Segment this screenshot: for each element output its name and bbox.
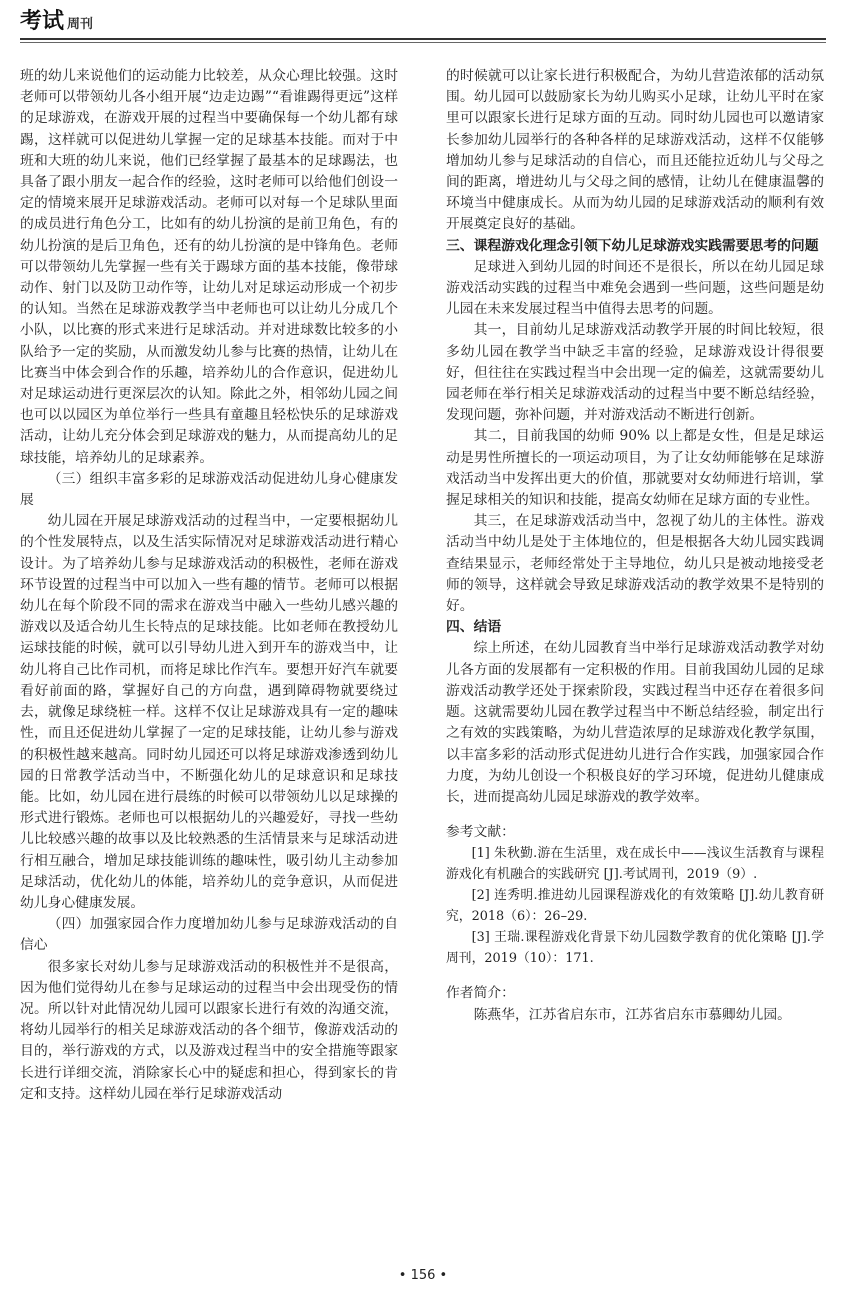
body-paragraph: 的时候就可以让家长进行积极配合，为幼儿营造浓郁的活动氛围。幼儿园可以鼓励家长为幼儿购买小足球，让幼儿平时在家里可以跟家长进行足球方面的互动。同时幼儿园也可以邀请家长参加幼儿园举行的各种各样的足球游戏活动，这样不仅能够增加幼儿参与足球活动的自信心，而且还能拉近幼儿与父母之间的距离，增进幼儿与父母之间的感情，让幼儿在健康温馨的环境当中健康成长。从而为幼儿园的足球游戏活动的顺利有效开展奠定良好的基础。 — [446, 68, 824, 233]
references-list — [446, 843, 824, 969]
body-paragraph: 综上所述，在幼儿园教育当中举行足球游戏活动教学对幼儿各方面的发展都有一定积极的作用。目前我国幼儿园的足球游戏活动教学还处于探索阶段，实践过程当中还存在着很多问题。这就需要幼儿园在教学过程当中不断总结经验，制定出行之有效的实践策略，为幼儿营造浓厚的足球游戏化教学氛围，以丰富多彩的活动形式促进幼儿进行合作实践，加强家园合作力度，为幼儿创设一个积极良好的学习环境，促进幼儿健康成长，进而提高幼儿园足球游戏的教学效率。 — [446, 640, 824, 805]
subsection-heading: （三）组织丰富多彩的足球游戏活动促进幼儿身心健康发展 — [20, 470, 398, 509]
left-column — [20, 66, 398, 1105]
reference-item: [2] 连秀明.推进幼儿园课程游戏化的有效策略 [J].幼儿教育研究，2018（6）：26–29. — [446, 888, 824, 925]
reference-item: [3] 王瑞.课程游戏化背景下幼儿园数学教育的优化策略 [J].学周刊，2019（10）：171. — [446, 930, 824, 967]
body-paragraph: 其二，目前我国的幼师 90% 以上都是女性，但是足球运动是男性所擅长的一项运动项目，为了让女幼师能够在足球游戏活动当中发挥出更大的价值，那就要对女幼师进行培训，掌握足球相关的知识和技能，提高女幼师在足球方面的专业性。 — [446, 428, 824, 509]
subsection-heading: （四）加强家园合作力度增加幼儿参与足球游戏活动的自信心 — [20, 916, 398, 954]
body-paragraph: 其三，在足球游戏活动当中，忽视了幼儿的主体性。游戏活动当中幼儿是处于主体地位的，但是根据各大幼儿园实践调查结果显示，老师经常处于主导地位，幼儿只是被动地接受老师的领导，这样就会导致足球游戏活动的教学效果不是特别的好。 — [446, 513, 824, 615]
body-paragraph: 足球进入到幼儿园的时间还不是很长，所以在幼儿园足球游戏活动实践的过程当中难免会遇到一些问题，这些问题是幼儿园在未来发展过程当中值得去思考的问题。 — [446, 258, 824, 318]
author-bio: 陈燕华，江苏省启东市，江苏省启东市慕卿幼儿园。 — [473, 1006, 791, 1023]
section-heading: 四、结语 — [446, 619, 502, 636]
journal-name: 考试 — [20, 9, 65, 34]
references-heading: 参考文献： — [446, 824, 515, 841]
reference-item: [1] 朱秋勤.游在生活里，戏在成长中——浅议生活教育与课程游戏化有机融合的实践研究 [J].考试周刊，2019（9）. — [446, 846, 824, 883]
journal-issue-type: 周刊 — [67, 17, 94, 32]
author-heading: 作者简介： — [446, 985, 515, 1002]
right-column — [446, 66, 824, 1026]
body-paragraph: 很多家长对幼儿参与足球游戏活动的积极性并不是很高，因为他们觉得幼儿在参与足球运动的过程当中会出现受伤的情况。所以针对此情况幼儿园可以跟家长进行有效的沟通交流，将幼儿园举行的相关足球游戏活动的各个细节，像游戏活动的目的，举行游戏的方式，以及游戏过程当中的安全措施等跟家长进行详细交流，消除家长心中的疑虑和担心，得到家长的肯定和支持。这样幼儿园在举行足球游戏活动 — [20, 958, 398, 1102]
page-number: • 156 • — [398, 1268, 448, 1283]
right-column-body — [446, 66, 824, 808]
body-paragraph: 幼儿园在开展足球游戏活动的过程当中，一定要根据幼儿的个性发展特点，以及生活实际情况对足球游戏活动进行精心设计。为了培养幼儿参与足球游戏活动的积极性，老师在游戏环节设置的过程当中可以加入一些有趣的情节。老师可以根据幼儿在每个阶段不同的需求在游戏当中融入一些幼儿感兴趣的游戏以及适合幼儿生长特点的足球技能。比如老师在教授幼儿运球技能的时候，就可以引导幼儿进入到开车的游戏当中，让幼儿将自己比作司机，而将足球比作汽车。要想开好汽车就要看好前面的路，掌握好自己的方向盘，遇到障碍物就要绕过去，就像足球绕桩一样。这样不仅让足球游戏具有一定的趣味性，而且还促进幼儿掌握了一定的足球技能，让幼儿参与游戏的积极性越来越高。同时幼儿园还可以将足球游戏渗透到幼儿园的日常教学活动当中，不断强化幼儿的足球意识和足球技能。比如，幼儿园在进行晨练的时候可以带领幼儿以足球操的形式进行锻炼。老师也可以根据幼儿的兴趣爱好，寻找一些幼儿比较感兴趣的故事以及比较熟悉的生活情景来与足球活动进行相互融合，增加足球技能训练的趣味性，吸引幼儿主动参加足球活动，优化幼儿的体能，培养幼儿的竞争意识，从而促进幼儿身心健康发展。 — [20, 513, 398, 911]
body-paragraph: 其一，目前幼儿足球游戏活动教学开展的时间比较短，很多幼儿园在教学当中缺乏丰富的经验，足球游戏设计得很要好，但往往在实践过程当中会出现一定的偏差，这就需要幼儿园老师在举行相关足球游戏活动的过程当中要不断总结经验，发现问题，弥补问题，并对游戏活动不断进行创新。 — [446, 322, 824, 424]
section-heading: 三、课程游戏化理念引领下幼儿足球游戏实践需要思考的问题 — [446, 237, 819, 254]
header-rule-thin — [20, 42, 826, 43]
body-paragraph: 班的幼儿来说他们的运动能力比较差，从众心理比较强。这时老师可以带领幼儿各小组开展“边走边踢”“看谁踢得更远”这样的足球游戏，在游戏开展的过程当中要确保每一个幼儿都有球踢，这样就可以促进幼儿掌握一定的足球基本技能。而对于中班和大班的幼儿来说，他们已经掌握了最基本的足球踢法，也具备了跟小朋友一起合作的经验，这时老师可以给他们创设一定的情境来展开足球游戏活动。老师可以对每一个足球队里面的成员进行角色分工，比如有的幼儿扮演的是前卫角色，有的幼儿扮演的是后卫角色，还有的幼儿扮演的是中锋角色。老师可以带领幼儿先掌握一些有关于踢球方面的基本技能，像带球动作、射门以及防卫动作等，让幼儿对足球运动形成一个初步的认知。当然在足球游戏教学当中老师也可以让幼儿分成几个小队，以比赛的形式来进行足球活动。并对进球数比较多的小队给予一定的奖励，从而激发幼儿参与比赛的热情，让幼儿在比赛当中体会到合作的乐趣，培养幼儿的合作意识，促进幼儿对足球运动进行更深层次的认知。除此之外，相邻幼儿园之间也可以以园区为单位举行一些具有童趣且轻松快乐的足球游戏活动，让幼儿充分体会到足球游戏的魅力，从而提高幼儿的足球技能，培养幼儿的足球素养。 — [20, 68, 398, 466]
header-rule — [20, 38, 826, 40]
journal-masthead — [20, 4, 93, 38]
